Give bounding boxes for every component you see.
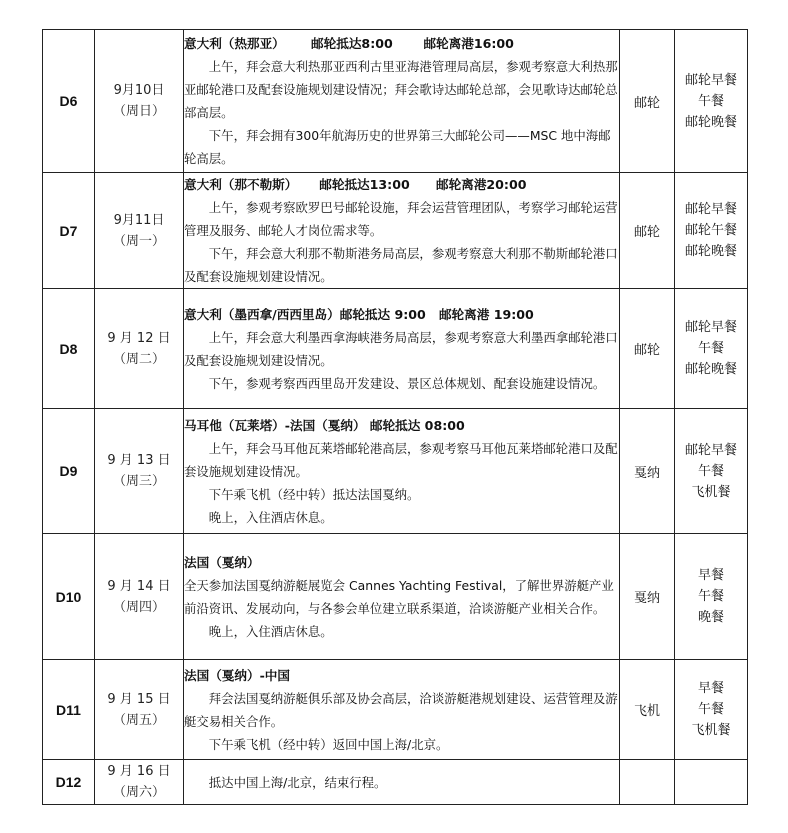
schedule-paragraph: 下午，拜会拥有300年航海历史的世界第三大邮轮公司——MSC 地中海邮轮高层。 (184, 128, 611, 166)
itinerary-row (43, 289, 748, 409)
weekday-text: （周六） (112, 785, 165, 800)
schedule-paragraph: 下午乘飞机（经中转）返回中国上海/北京。 (208, 736, 449, 752)
day-cell: D9 (43, 409, 95, 534)
day-cell: D11 (43, 660, 95, 760)
schedule-cell (184, 534, 620, 660)
meal-item: 邮轮晚餐 (684, 114, 737, 130)
schedule-heading: 马耳他（瓦莱塔）-法国（戛纳） 邮轮抵达 08:00 (184, 417, 465, 433)
schedule-heading: 意大利（那不勒斯） 邮轮抵达13:00 邮轮离港20:00 (184, 177, 527, 192)
schedule-cell (184, 409, 620, 534)
schedule-cell (184, 173, 620, 289)
meal-item: 午餐 (697, 702, 724, 717)
schedule-paragraph: 全天参加法国戛纳游艇展览会 Cannes Yachting Festival，了解世界游艇产业前沿资讯、发展动向，与各参会单位建立联系渠道，洽谈游艇产业相关合作。 (184, 577, 614, 616)
lodging-cell: 邮轮 (620, 289, 675, 409)
meal-item: 飞机餐 (691, 484, 731, 500)
meals-cell (675, 409, 748, 534)
schedule-paragraph: 晚上，入住酒店休息。 (208, 623, 333, 639)
date-text: 9 月 12 日 (107, 330, 171, 346)
weekday-text: （周四） (112, 599, 165, 615)
schedule-paragraph: 下午乘飞机（经中转）抵达法国戛纳。 (208, 486, 420, 502)
day-cell: D6 (43, 30, 95, 173)
meal-item: 邮轮晚餐 (684, 244, 737, 259)
date-text: 9 月 15 日 (107, 691, 171, 707)
day-cell: D12 (43, 760, 95, 805)
date-cell (95, 173, 184, 289)
schedule-cell (184, 30, 620, 173)
lodging-cell (620, 760, 675, 805)
schedule-cell (184, 760, 620, 805)
date-text: 9月10日 (113, 83, 165, 98)
schedule-paragraph: 上午，拜会马耳他瓦莱塔邮轮港高层，参观考察马耳他瓦莱塔邮轮港口及配套设施规划建设情况。 (184, 440, 618, 479)
schedule-paragraph: 上午，参观考察欧罗巴号邮轮设施，拜会运营管理团队，考察学习邮轮运营管理及服务、邮轮人才岗位需求等。 (184, 200, 618, 238)
itinerary-body (43, 30, 748, 805)
date-text: 9 月 16 日 (107, 764, 171, 779)
weekday-text: （周日） (112, 104, 165, 119)
meal-item: 午餐 (697, 589, 724, 604)
lodging-cell: 戛纳 (620, 409, 675, 534)
schedule-paragraph: 下午，参观考察西西里岛开发建设、景区总体规划、配套设施建设情况。 (208, 375, 606, 391)
meal-item: 飞机餐 (691, 723, 731, 738)
itinerary-row (43, 409, 748, 534)
schedule-heading: 法国（戛纳）-中国 (184, 667, 290, 683)
meal-item: 午餐 (697, 463, 724, 479)
lodging-cell: 戛纳 (620, 534, 675, 660)
weekday-text: （周五） (112, 712, 165, 728)
meals-cell (675, 30, 748, 173)
meal-item: 午餐 (697, 341, 724, 356)
meal-item: 午餐 (697, 93, 724, 109)
meal-item: 晚餐 (697, 610, 724, 625)
meals-cell (675, 534, 748, 660)
lodging-cell: 飞机 (620, 660, 675, 760)
schedule-paragraph: 拜会法国戛纳游艇俱乐部及协会高层，洽谈游艇港规划建设、运营管理及游艇交易相关合作。 (184, 690, 618, 729)
date-cell (95, 30, 184, 173)
meals-cell (675, 760, 748, 805)
itinerary-row (43, 30, 748, 173)
date-cell (95, 409, 184, 534)
day-cell: D10 (43, 534, 95, 660)
lodging-cell: 邮轮 (620, 173, 675, 289)
weekday-text: （周二） (112, 351, 165, 367)
meals-cell (675, 660, 748, 760)
meal-item: 邮轮早餐 (684, 202, 737, 217)
schedule-paragraph: 晚上，入住酒店休息。 (208, 509, 333, 525)
itinerary-row (43, 173, 748, 289)
meals-cell (675, 289, 748, 409)
meal-item: 邮轮早餐 (684, 320, 737, 335)
date-cell (95, 534, 184, 660)
weekday-text: （周一） (112, 233, 165, 249)
date-text: 9月11日 (113, 212, 165, 228)
date-cell (95, 760, 184, 805)
date-text: 9 月 13 日 (107, 453, 171, 468)
schedule-paragraph: 抵达中国上海/北京，结束行程。 (208, 774, 387, 790)
date-cell (95, 289, 184, 409)
schedule-heading: 法国（戛纳） (184, 554, 260, 570)
meal-item: 邮轮早餐 (684, 442, 737, 458)
meal-item: 早餐 (697, 681, 724, 696)
schedule-paragraph: 下午，拜会意大利那不勒斯港务局高层，参观考察意大利那不勒斯邮轮港口及配套设施规划建设情况。 (184, 246, 618, 284)
meal-item: 邮轮晚餐 (684, 362, 737, 377)
itinerary-row (43, 760, 748, 805)
date-cell (95, 660, 184, 760)
schedule-heading: 意大利（热那亚） 邮轮抵达8:00 邮轮离港16:00 (184, 36, 514, 51)
schedule-paragraph: 上午，拜会意大利墨西拿海峡港务局高层，参观考察意大利墨西拿邮轮港口及配套设施规划建设情况。 (184, 329, 618, 368)
schedule-paragraph: 上午，拜会意大利热那亚西利古里亚海港管理局高层，参观考察意大利热那亚邮轮港口及配套设施规划建设情况；拜会歌诗达邮轮总部，会见歌诗达邮轮总部高层。 (184, 59, 618, 120)
day-cell: D8 (43, 289, 95, 409)
weekday-text: （周三） (112, 474, 165, 489)
schedule-cell (184, 660, 620, 760)
itinerary-row (43, 660, 748, 760)
itinerary-table (42, 29, 748, 805)
schedule-heading: 意大利（墨西拿/西西里岛）邮轮抵达 9:00 邮轮离港 19:00 (184, 306, 534, 322)
meal-item: 邮轮午餐 (684, 223, 737, 238)
date-text: 9 月 14 日 (107, 578, 171, 594)
schedule-cell (184, 289, 620, 409)
itinerary-row (43, 534, 748, 660)
meal-item: 邮轮早餐 (684, 72, 737, 88)
lodging-cell: 邮轮 (620, 30, 675, 173)
meals-cell (675, 173, 748, 289)
meal-item: 早餐 (697, 568, 724, 583)
day-cell: D7 (43, 173, 95, 289)
